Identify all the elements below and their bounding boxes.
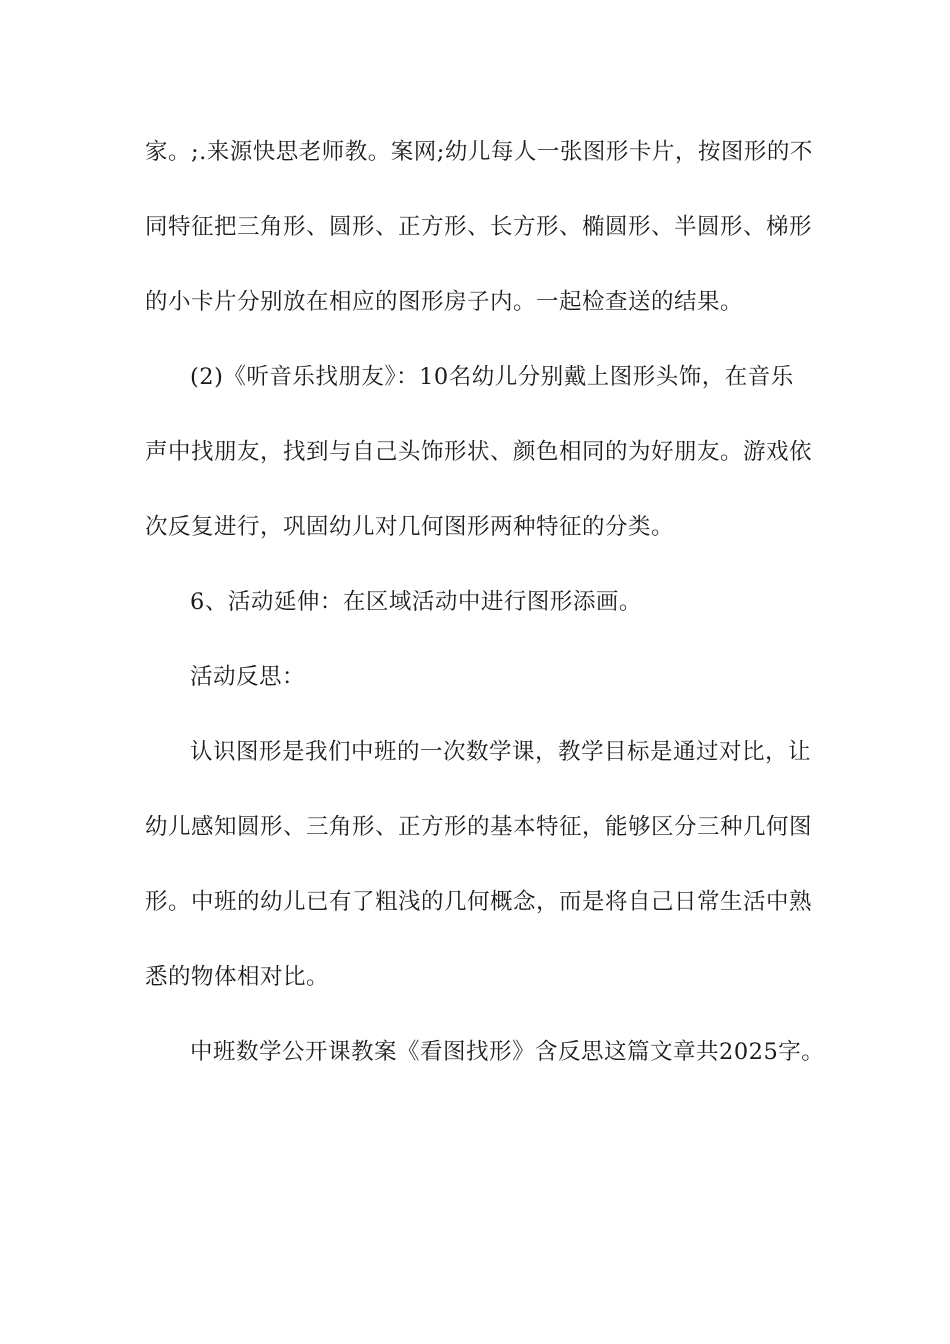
paragraph-line: 的小卡片分别放在相应的图形房子内。一起检查送的结果。: [145, 289, 744, 315]
paragraph-line: 家。;.来源快思老师教。案网;幼儿每人一张图形卡片，按图形的不: [145, 139, 813, 165]
footer-note: 中班数学公开课教案《看图找形》含反思这篇文章共2025字。: [190, 1039, 825, 1065]
paragraph-line: 声中找朋友，找到与自己头饰形状、颜色相同的为好朋友。游戏依: [145, 439, 813, 465]
paragraph-line: 次反复进行，巩固幼儿对几何图形两种特征的分类。: [145, 514, 675, 540]
section-heading: 活动反思：: [190, 664, 306, 690]
paragraph-line: (2)《听音乐找朋友》：10名幼儿分别戴上图形头饰，在音乐: [190, 364, 794, 390]
paragraph-line: 悉的物体相对比。: [145, 964, 330, 990]
paragraph-line: 同特征把三角形、圆形、正方形、长方形、椭圆形、半圆形、梯形: [145, 214, 813, 240]
paragraph-line: 认识图形是我们中班的一次数学课，教学目标是通过对比，让: [190, 739, 812, 765]
paragraph-line: 6、活动延伸：在区域活动中进行图形添画。: [190, 589, 642, 615]
paragraph-line: 幼儿感知圆形、三角形、正方形的基本特征，能够区分三种几何图: [145, 814, 813, 840]
paragraph-line: 形。中班的幼儿已有了粗浅的几何概念，而是将自己日常生活中熟: [145, 889, 813, 915]
